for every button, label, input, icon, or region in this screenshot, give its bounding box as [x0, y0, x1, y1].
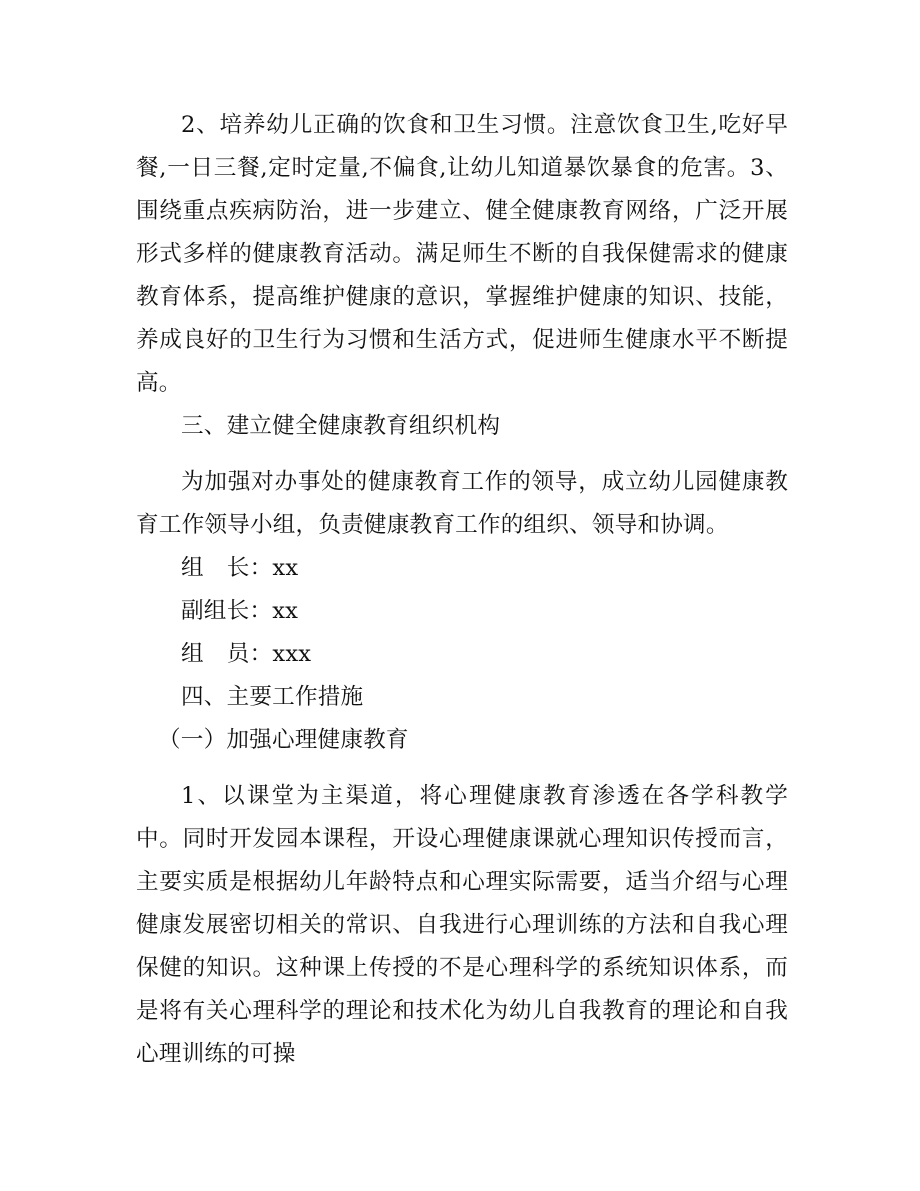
section-heading-organization: 三、建立健全健康教育组织机构 — [181, 413, 501, 439]
role-deputy — [136, 590, 788, 633]
subsection-heading-mental-health: （一）加强心理健康教育 — [158, 727, 409, 753]
section-heading-measures: 四、主要工作措施 — [181, 684, 364, 710]
document-body — [136, 104, 788, 1076]
role-member — [136, 633, 788, 676]
role-deputy-label: 副组长： — [181, 598, 273, 624]
role-member-label-b: 员： — [226, 641, 273, 667]
role-member-value: xxx — [272, 641, 312, 667]
role-leader-value: xx — [272, 555, 299, 581]
role-member-label-a: 组 — [181, 641, 204, 667]
role-leader — [136, 547, 788, 590]
role-deputy-value: xx — [272, 598, 299, 624]
paragraph-classroom-channel: 1、以课堂为主渠道，将心理健康教育渗透在各学科教学中。同时开发园本课程，开设心理健康课就心理知识传授而言，主要实质是根据幼儿年龄特点和心理实际需要，适当介绍与心理健康发展密切相关的常识、自我进行心理训练的方法和自我心理保健的知识。这种课上传授的不是心理科学的系统知识体系，而是将有关心理科学的理论和技术化为幼儿自我教育的理论和自我心理训练的可操 — [136, 783, 788, 1067]
role-leader-label-a: 组 — [181, 555, 204, 581]
paragraph-leadership-group: 为加强对办事处的健康教育工作的领导，成立幼儿园健康教育工作领导小组，负责健康教育工作的组织、领导和协调。 — [136, 469, 788, 538]
role-leader-label-b: 长： — [226, 555, 273, 581]
paragraph-hygiene-habits: 2、培养幼儿正确的饮食和卫生习惯。注意饮食卫生,吃好早餐,一日三餐,定时定量,不偏食,让幼儿知道暴饮暴食的危害。3、围绕重点疾病防治，进一步建立、健全健康教育网络，广泛开展形式多样的健康教育活动。满足师生不断的自我保健需求的健康教育体系，提高维护健康的意识，掌握维护健康的知识、技能，养成良好的卫生行为习惯和生活方式，促进师生健康水平不断提高。 — [136, 112, 788, 396]
